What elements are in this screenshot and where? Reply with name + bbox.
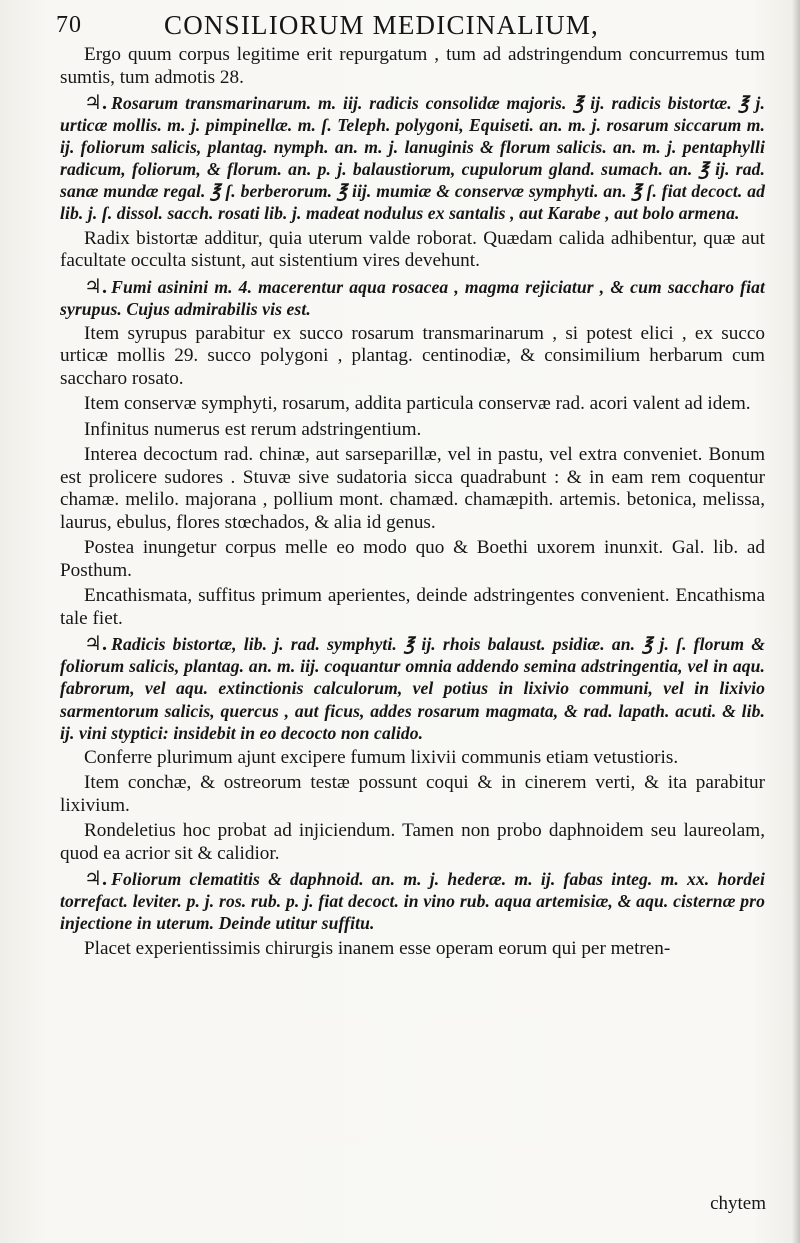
- recipe-fumi-asinini: [60, 276, 765, 320]
- paragraph-text: Placet experientissimis chirurgis inanem esse operam eorum qui per metren-: [84, 937, 671, 959]
- paragraph-conchae: [60, 772, 765, 817]
- recipe-symbol-icon: ♃.: [84, 868, 108, 891]
- paragraph-text: Item conchæ, & ostreorum testæ possunt coqui & in cinerem verti, & ita parabitur lixivium.: [60, 772, 765, 816]
- page-header: [56, 8, 770, 40]
- paragraph-decoctum: [60, 444, 765, 534]
- recipe-symbol-icon: ♃.: [84, 92, 108, 114]
- paragraph-text: Interea decoctum rad. chinæ, aut sarseparillæ, vel in pastu, vel extra conveniet. Bonum est prolicere sudores . Stuvæ sive sudatoria sicca quadrabunt : & in eam rem coquentur chamæ. melilo. majorana , pollium mont. chamæd. chamæpith. artemis. betonica, melissa, laurus, ebulus, flores stœchados, & alia id genus.: [60, 444, 765, 533]
- page-body: [60, 44, 765, 960]
- paragraph-text: Item conservæ symphyti, rosarum, addita particula conservæ rad. acori valent ad idem.: [84, 393, 751, 415]
- recipe-clematitis: [60, 868, 765, 934]
- paragraph-text: Radix bistortæ additur, quia uterum valde roborat. Quædam calida adhibentur, quæ aut facultate occulta sistunt, aut sistentium vires devehunt.: [60, 227, 765, 272]
- catchword: chytem: [710, 1193, 766, 1214]
- recipe-text: Rosarum transmarinarum. m. iij. radicis consolidæ majoris. ℥ ij. radicis bistortæ. ℥ j. urticæ mollis. m. j. pimpinellæ. m. ſ. Teleph. polygoni, Equiseti. an. m. j. rosarum siccarum m. ij. foliorum salicis, plantag. nymph. an. m. j. lanuginis & florum salicis. an. m. j. pentaphylli radicum, foliorum, & florum. an. p. j. balaustiorum, cupulorum gland. sumach. an. ℥ ij. rad. sanæ mundæ regal. ℥ ſ. berberorum. ℥ iij. mumiæ & conservæ symphyti. an. ℥ ſ. fiat decoct. ad lib. j. ſ. dissol. sacch. rosati lib. j. madeat nodulus ex santalis , aut Karabe , aut bolo armena.: [60, 93, 765, 224]
- paragraph-text: Encathismata, suffitus primum aperientes, deinde adstringentes convenient. Encathisma tale fiet.: [60, 585, 765, 629]
- paragraph-syrupus: [60, 323, 765, 391]
- page-edge-shadow: [792, 0, 800, 1243]
- paragraph-text: Item syrupus parabitur ex succo rosarum transmarinarum , si potest elici , ex succo urticæ mollis 29. succo polygoni , plantag. centinodiæ, & consimilium herbarum cum saccharo rosato.: [60, 322, 765, 389]
- recipe-text: Fumi asinini m. 4. macerentur aqua rosacea , magma rejiciatur , & cum saccharo fiat syrupus. Cujus admirabilis vis est.: [60, 276, 765, 319]
- recipe-rosarum: [60, 92, 765, 225]
- running-title: CONSILIORUM MEDICINALIUM,: [164, 10, 599, 40]
- recipe-symbol-icon: ♃.: [84, 633, 108, 656]
- paragraph-conserva: [60, 393, 765, 416]
- paragraph-conferre: [60, 747, 765, 770]
- paragraph-text: Postea inungetur corpus melle eo modo quo & Boethi uxorem inunxit. Gal. lib. ad Posthum.: [60, 537, 765, 581]
- paragraph-purgation: [60, 44, 765, 89]
- recipe-radicis-bistortae: [60, 633, 765, 743]
- paragraph-text: Ergo quum corpus legitime erit repurgatum , tum ad adstringendum concurremus tum sumtis, tum admotis 28.: [60, 44, 765, 88]
- paragraph-placet: [60, 938, 765, 961]
- paragraph-bistorta: [60, 228, 765, 273]
- page-number: 70: [56, 12, 82, 38]
- paragraph-text: Infinitus numerus est rerum adstringentium.: [84, 418, 422, 440]
- recipe-text: Foliorum clematitis & daphnoid. an. m. j. hederæ. m. ij. fabas integ. m. xx. hordei torrefact. leviter. p. j. ros. rub. p. j. fiat decoct. in vino rub. aqua artemisiæ, & aqu. cisternæ pro injectione in uterum. Deinde utitur suffitu.: [60, 869, 765, 934]
- paragraph-inungetur: [60, 537, 765, 582]
- paragraph-rondeletius: [60, 820, 765, 865]
- recipe-text: Radicis bistortæ, lib. j. rad. symphyti. ℥ ij. rhois balaust. psidiæ. an. ℥ j. ſ. florum & foliorum salicis, plantag. an. m. iij. coquantur omnia addendo semina adstringentia, vel in aqu. fabrorum, vel aqu. extinctionis calculorum, vel potius in lixivio communi, vel in lixivio sarmentorum salicis, quercus , aut ficus, addes rosarum magmata, & rad. lapath. acuti. & lib. ij. vini styptici: insidebit in eo decocto non calido.: [60, 634, 765, 743]
- paragraph-text: Rondeletius hoc probat ad injiciendum. Tamen non probo daphnoidem seu laureolam, quod ea acrior sit & calidior.: [60, 820, 765, 864]
- paragraph-encathismata: [60, 585, 765, 630]
- paragraph-text: Conferre plurimum ajunt excipere fumum lixivii communis etiam vetustioris.: [84, 746, 679, 768]
- paragraph-infinitus: [60, 419, 765, 442]
- recipe-symbol-icon: ♃.: [84, 275, 108, 298]
